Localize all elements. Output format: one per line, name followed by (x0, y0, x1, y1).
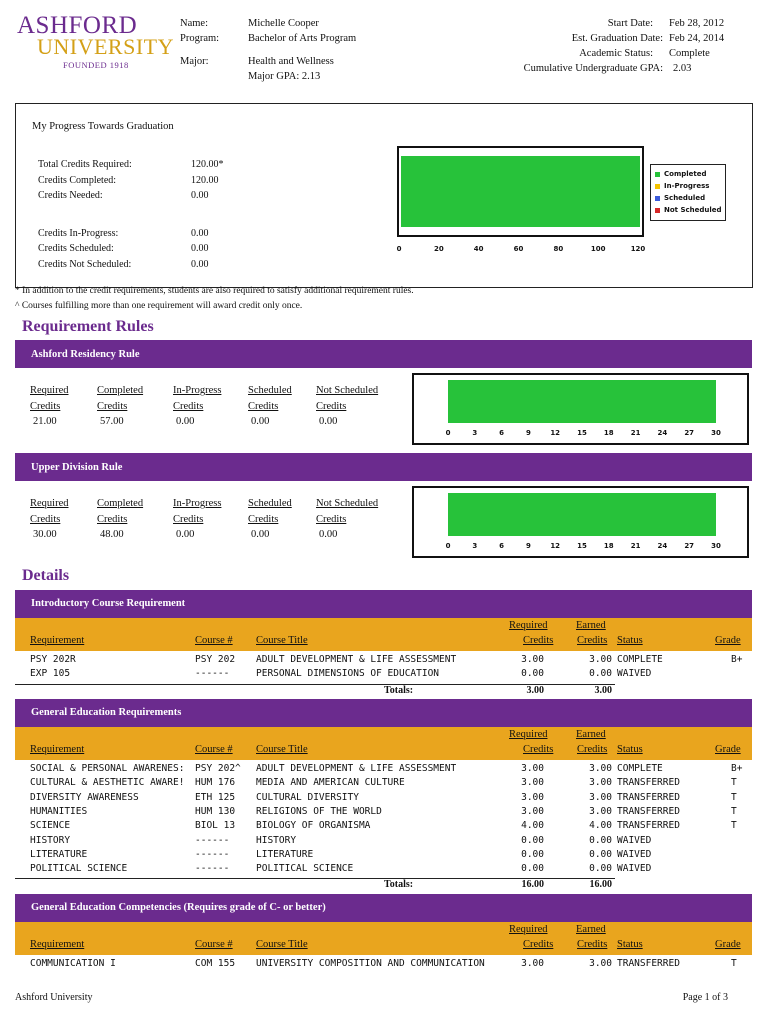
rule-column-header: Not Scheduled (316, 498, 379, 509)
course-row (15, 654, 752, 668)
course-row (15, 835, 752, 849)
legend-swatch (655, 172, 660, 177)
required-credits-cell: 0.00 (521, 834, 544, 846)
progress-value: 0.00 (191, 258, 209, 270)
major-label: Major: (180, 56, 209, 67)
student-major: Health and Wellness (248, 56, 334, 67)
course-number-cell: ------ (195, 863, 230, 875)
column-header-status: Status (617, 635, 643, 646)
footer-left: Ashford University (15, 992, 93, 1003)
chart-tick-label: 80 (553, 245, 564, 253)
chart-tick-label: 30 (711, 542, 721, 550)
progress-value: 0.00 (191, 243, 209, 254)
course-title-cell: PERSONAL DIMENSIONS OF EDUCATION (256, 668, 440, 680)
earned-credits-cell: 3.00 (589, 763, 612, 774)
required-credits-cell: 3.00 (521, 958, 544, 969)
rule-column-header: Credits (248, 514, 279, 525)
requirement-rules-heading: Requirement Rules (22, 318, 154, 335)
required-credits-cell: 3.00 (521, 763, 544, 774)
column-header-required: Credits (523, 939, 554, 950)
column-header-status: Status (617, 939, 643, 950)
total-required: 16.00 (521, 879, 544, 891)
totals-label: Totals: (384, 879, 414, 891)
section-banner (15, 590, 752, 618)
chart-tick-label: 9 (525, 429, 531, 437)
section-title: General Education Requirements (31, 707, 182, 718)
chart-tick-label: 6 (499, 542, 505, 550)
earned-credits-cell: 0.00 (589, 668, 612, 680)
requirement-cell: HISTORY (30, 834, 71, 846)
chart-tick-label: 24 (657, 542, 668, 550)
start-date-label: Start Date: (607, 18, 653, 29)
rule-column-header: Credits (173, 401, 204, 412)
chart-tick-label: 120 (630, 245, 646, 253)
column-header-requirement: Requirement (30, 744, 85, 755)
column-header-required: Required (509, 620, 548, 631)
grad-date-label: Est. Graduation Date: (571, 33, 663, 44)
chart-tick-label: 100 (590, 245, 606, 253)
section-title: Introductory Course Requirement (31, 598, 186, 609)
grade-cell: T (731, 777, 737, 789)
logo-line-1: ASHFORD (17, 12, 138, 39)
status-cell: TRANSFERRED (617, 805, 680, 817)
earned-credits-cell: 3.00 (589, 654, 612, 665)
details-heading: Details (22, 567, 70, 584)
progress-chart-ticks (396, 245, 646, 257)
rule-banner (15, 453, 752, 481)
column-header-title: Course Title (256, 744, 308, 755)
completed-bar (401, 156, 640, 227)
grade-cell: T (731, 805, 737, 817)
column-header-grade: Grade (715, 744, 741, 755)
chart-tick-label: 12 (550, 542, 561, 550)
progress-value: 120.00 (191, 174, 219, 186)
rule-value: 0.00 (176, 416, 195, 427)
course-number-cell: HUM 176 (195, 777, 236, 789)
column-header-required: Required (509, 729, 548, 740)
column-header-grade: Grade (715, 939, 741, 950)
progress-label: Credits Completed: (38, 174, 117, 186)
course-title-cell: CULTURAL DIVERSITY (256, 791, 359, 803)
status-cell: COMPLETE (617, 654, 663, 665)
status-cell: TRANSFERRED (617, 777, 680, 789)
rule-chart-ticks (445, 542, 721, 554)
column-header-course: Course # (195, 939, 233, 950)
rule-column-header: Credits (316, 514, 347, 525)
rule-column-header: Scheduled (248, 498, 292, 509)
earned-credits-cell: 3.00 (589, 805, 612, 817)
course-number-cell: PSY 202 (195, 654, 236, 665)
chart-tick-label: 3 (472, 429, 478, 437)
rule-column-header: Credits (316, 401, 347, 412)
course-row (15, 763, 752, 777)
rule-column-header: Not Scheduled (316, 385, 379, 396)
rule-column-header: Credits (173, 514, 204, 525)
column-header-course: Course # (195, 635, 233, 646)
required-credits-cell: 3.00 (521, 805, 544, 817)
progress-label: Credits Scheduled: (38, 243, 114, 254)
rule-title: Ashford Residency Rule (31, 349, 140, 360)
footnote-1: * In addition to the credit requirements, students are also required to satisfy additional requirement rules. (15, 286, 414, 296)
status-cell: WAIVED (617, 863, 652, 875)
earned-credits-cell: 0.00 (589, 834, 612, 846)
requirement-cell: CULTURAL & AESTHETIC AWARE! (30, 777, 185, 789)
rule-value: 21.00 (33, 416, 57, 427)
rule-completed-bar (448, 380, 716, 423)
column-header-title: Course Title (256, 635, 308, 646)
section-column-header-row (15, 922, 752, 955)
course-row (15, 863, 752, 877)
progress-label: Credits Not Scheduled: (38, 258, 132, 270)
column-header-earned: Credits (577, 635, 608, 646)
column-header-earned: Earned (576, 924, 606, 935)
column-header-earned: Credits (577, 939, 608, 950)
requirement-cell: SCIENCE (30, 820, 71, 832)
course-row (15, 792, 752, 806)
chart-tick-label: 40 (473, 245, 484, 253)
column-header-status: Status (617, 744, 643, 755)
course-title-cell: ADULT DEVELOPMENT & LIFE ASSESSMENT (256, 654, 457, 665)
rule-column-header: Required (30, 498, 69, 509)
student-info (180, 16, 420, 84)
rule-column-header: Credits (97, 401, 128, 412)
earned-credits-cell: 3.00 (589, 777, 612, 789)
section-column-header-row (15, 727, 752, 760)
rule-value: 0.00 (176, 529, 195, 540)
progress-value: 120.00* (191, 159, 224, 170)
totals-row (15, 685, 752, 699)
section-title: General Education Competencies (Requires grade of C- or better) (31, 902, 326, 913)
earned-credits-cell: 0.00 (589, 848, 612, 860)
progress-label: Total Credits Required: (38, 159, 132, 170)
requirement-cell: HUMANITIES (30, 805, 88, 817)
student-name: Michelle Cooper (248, 18, 319, 29)
grade-cell: B+ (731, 763, 743, 774)
required-credits-cell: 3.00 (521, 791, 544, 803)
earned-credits-cell: 4.00 (589, 820, 612, 832)
rule-column-header: In-Progress (173, 498, 222, 509)
academic-status-label: Academic Status: (579, 48, 653, 59)
chart-tick-label: 30 (711, 429, 721, 437)
rule-value: 0.00 (319, 529, 338, 540)
rule-value: 0.00 (251, 529, 270, 540)
column-header-required: Credits (523, 744, 554, 755)
progress-rows (38, 159, 224, 274)
start-date: Feb 28, 2012 (669, 18, 725, 29)
progress-chart (397, 146, 644, 237)
requirement-cell: PSY 202R (30, 654, 76, 665)
logo-line-3: FOUNDED 1918 (63, 60, 129, 70)
course-title-cell: UNIVERSITY COMPOSITION AND COMMUNICATION (256, 958, 485, 969)
rule-column-header: Completed (97, 498, 144, 509)
chart-tick-label: 60 (513, 245, 524, 253)
chart-tick-label: 27 (684, 429, 695, 437)
course-title-cell: LITERATURE (256, 848, 314, 860)
chart-tick-label: 18 (603, 429, 614, 437)
status-cell: COMPLETE (617, 763, 663, 774)
program-label: Program: (180, 33, 220, 44)
rule-column-header: Credits (30, 401, 61, 412)
chart-tick-label: 0 (396, 245, 402, 253)
rule-column-header: Credits (30, 514, 61, 525)
cumulative-gpa: 2.03 (673, 63, 692, 74)
grade-cell: T (731, 820, 737, 832)
required-credits-cell: 3.00 (521, 654, 544, 665)
cumulative-gpa-label: Cumulative Undergraduate GPA: (523, 63, 663, 74)
requirement-cell: COMMUNICATION I (30, 958, 116, 969)
rule-value: 0.00 (319, 416, 338, 427)
academic-status: Complete (669, 48, 710, 59)
chart-tick-label: 0 (445, 429, 451, 437)
chart-tick-label: 18 (603, 542, 614, 550)
column-header-course: Course # (195, 744, 233, 755)
rule-column-header: Credits (248, 401, 279, 412)
total-earned: 3.00 (594, 684, 612, 696)
requirement-cell: EXP 105 (30, 668, 71, 680)
chart-tick-label: 6 (499, 429, 505, 437)
legend-swatch (655, 196, 660, 201)
column-header-requirement: Requirement (30, 635, 85, 646)
requirement-cell: LITERATURE (30, 848, 88, 860)
rule-banner (15, 340, 752, 368)
course-number-cell: HUM 130 (195, 805, 236, 817)
grade-cell: T (731, 958, 737, 969)
chart-tick-label: 9 (525, 542, 531, 550)
rule-value: 48.00 (100, 529, 124, 540)
course-title-cell: HISTORY (256, 834, 297, 846)
section-banner (15, 894, 752, 922)
course-row (15, 806, 752, 820)
rule-chart (412, 486, 749, 558)
legend-swatch (655, 208, 660, 213)
earned-credits-cell: 0.00 (589, 863, 612, 875)
legend-swatch (655, 184, 660, 189)
status-cell: TRANSFERRED (617, 820, 680, 832)
university-logo (15, 12, 175, 74)
course-number-cell: ------ (195, 848, 230, 860)
column-header-required: Credits (523, 635, 554, 646)
column-header-requirement: Requirement (30, 939, 85, 950)
course-number-cell: BIOL 13 (195, 820, 236, 832)
grade-cell: T (731, 791, 737, 803)
legend-label: In-Progress (664, 182, 710, 190)
chart-tick-label: 15 (577, 429, 587, 437)
column-header-earned: Earned (576, 729, 606, 740)
chart-tick-label: 27 (684, 542, 695, 550)
legend-label: Completed (664, 170, 707, 178)
chart-tick-label: 12 (550, 429, 561, 437)
rule-value: 30.00 (33, 529, 57, 540)
status-cell: TRANSFERRED (617, 958, 680, 969)
course-title-cell: RELIGIONS OF THE WORLD (256, 805, 382, 817)
column-header-earned: Earned (576, 620, 606, 631)
course-number-cell: PSY 202^ (195, 763, 241, 774)
course-number-cell: COM 155 (195, 958, 236, 969)
rule-title: Upper Division Rule (31, 462, 123, 473)
course-title-cell: ADULT DEVELOPMENT & LIFE ASSESSMENT (256, 763, 457, 774)
grade-cell: B+ (731, 654, 743, 665)
chart-tick-label: 21 (630, 429, 641, 437)
rule-column-header: Completed (97, 385, 144, 396)
chart-tick-label: 20 (433, 245, 444, 253)
status-cell: TRANSFERRED (617, 791, 680, 803)
course-number-cell: ------ (195, 668, 230, 680)
rule-column-header: In-Progress (173, 385, 222, 396)
course-number-cell: ------ (195, 834, 230, 846)
course-row (15, 958, 752, 972)
rule-completed-bar (448, 493, 716, 536)
student-program: Bachelor of Arts Program (248, 33, 357, 44)
progress-title: My Progress Towards Graduation (32, 121, 174, 132)
status-cell: WAIVED (617, 848, 652, 860)
progress-label: Credits Needed: (38, 190, 103, 201)
course-title-cell: POLITICAL SCIENCE (256, 863, 354, 875)
totals-label: Totals: (384, 684, 414, 696)
grad-date: Feb 24, 2014 (669, 33, 725, 44)
section-column-header-row (15, 618, 752, 651)
progress-value: 0.00 (191, 190, 209, 201)
required-credits-cell: 0.00 (521, 848, 544, 860)
legend-label: Not Scheduled (664, 206, 722, 214)
rule-chart (412, 373, 749, 445)
rule-chart-ticks (445, 429, 721, 441)
course-title-cell: BIOLOGY OF ORGANISMA (256, 820, 371, 832)
legend-label: Scheduled (664, 194, 706, 202)
required-credits-cell: 3.00 (521, 777, 544, 789)
section-banner (15, 699, 752, 727)
progress-value: 0.00 (191, 227, 209, 239)
progress-legend (650, 164, 726, 221)
course-title-cell: MEDIA AND AMERICAN CULTURE (256, 777, 405, 789)
totals-row (15, 879, 752, 893)
chart-tick-label: 24 (657, 429, 668, 437)
course-row (15, 820, 752, 834)
rule-column-header: Credits (97, 514, 128, 525)
column-header-grade: Grade (715, 635, 741, 646)
required-credits-cell: 0.00 (521, 668, 544, 680)
requirement-cell: DIVERSITY AWARENESS (30, 791, 139, 803)
footer-page: Page 1 of 3 (682, 992, 728, 1003)
required-credits-cell: 4.00 (521, 820, 544, 832)
total-earned: 16.00 (589, 879, 612, 891)
status-cell: WAIVED (617, 668, 652, 680)
chart-tick-label: 21 (630, 542, 641, 550)
column-header-earned: Credits (577, 744, 608, 755)
course-row (15, 849, 752, 863)
course-number-cell: ETH 125 (195, 791, 236, 803)
column-header-required: Required (509, 924, 548, 935)
course-row (15, 777, 752, 791)
major-gpa: Major GPA: 2.13 (248, 71, 321, 82)
earned-credits-cell: 3.00 (589, 791, 612, 803)
status-cell: WAIVED (617, 834, 652, 846)
footnote-2: ^ Courses fulfilling more than one requirement will award credit only once. (15, 301, 303, 311)
name-label: Name: (180, 18, 208, 29)
requirement-cell: SOCIAL & PERSONAL AWARENES: (30, 763, 185, 774)
rule-column-header: Required (30, 385, 69, 396)
rule-value: 57.00 (100, 416, 124, 427)
rule-column-header: Scheduled (248, 385, 292, 396)
progress-label: Credits In-Progress: (38, 227, 119, 239)
chart-tick-label: 0 (445, 542, 451, 550)
chart-tick-label: 15 (577, 542, 587, 550)
total-required: 3.00 (526, 684, 544, 696)
logo-line-2: UNIVERSITY (37, 34, 174, 59)
earned-credits-cell: 3.00 (589, 958, 612, 969)
course-row (15, 668, 752, 682)
required-credits-cell: 0.00 (521, 863, 544, 875)
column-header-title: Course Title (256, 939, 308, 950)
rule-value: 0.00 (251, 416, 270, 427)
progress-panel (15, 103, 753, 288)
requirement-cell: POLITICAL SCIENCE (30, 863, 128, 875)
chart-tick-label: 3 (472, 542, 478, 550)
academic-info (470, 16, 760, 76)
